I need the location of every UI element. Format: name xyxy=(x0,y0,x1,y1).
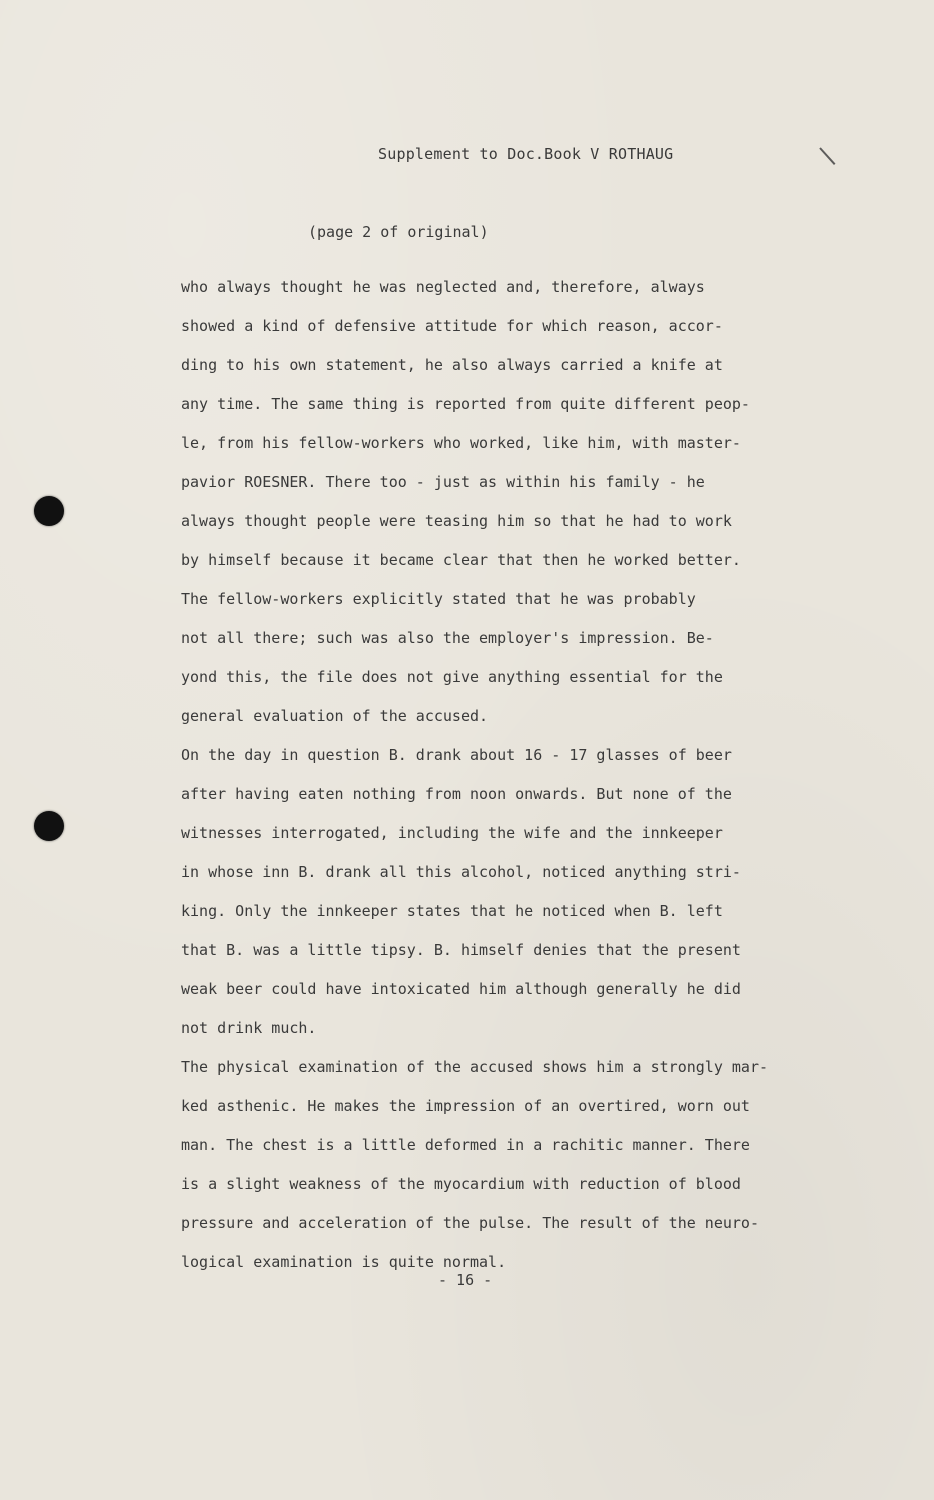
body-line: any time. The same thing is reported from quite different peop- xyxy=(181,395,750,413)
body-line: pressure and acceleration of the pulse. The result of the neuro- xyxy=(181,1214,759,1232)
pencil-mark xyxy=(819,147,835,165)
body-line: witnesses interrogated, including the wife and the innkeeper xyxy=(181,824,723,842)
body-line: general evaluation of the accused. xyxy=(181,707,489,725)
body-line: ding to his own statement, he also always carried a knife at xyxy=(181,356,723,374)
body-line: man. The chest is a little deformed in a rachitic manner. There xyxy=(181,1136,750,1154)
body-line: weak beer could have intoxicated him although generally he did xyxy=(181,980,741,998)
page-reference: (page 2 of original) xyxy=(308,223,489,241)
body-line: ked asthenic. He makes the impression of an overtired, worn out xyxy=(181,1097,750,1115)
punch-hole xyxy=(34,811,64,841)
punch-hole xyxy=(34,496,64,526)
body-line: yond this, the file does not give anything essential for the xyxy=(181,668,723,686)
body-line: by himself because it became clear that then he worked better. xyxy=(181,551,741,569)
body-line: not all there; such was also the employer's impression. Be- xyxy=(181,629,714,647)
body-line: that B. was a little tipsy. B. himself denies that the present xyxy=(181,941,741,959)
page-number: - 16 - xyxy=(438,1271,493,1289)
document-header: Supplement to Doc.Book V ROTHAUG xyxy=(378,145,674,163)
body-line: king. Only the innkeeper states that he noticed when B. left xyxy=(181,902,723,920)
body-line: is a slight weakness of the myocardium with reduction of blood xyxy=(181,1175,741,1193)
body-line: always thought people were teasing him so that he had to work xyxy=(181,512,732,530)
body-line: pavior ROESNER. There too - just as within his family - he xyxy=(181,473,705,491)
body-line: logical examination is quite normal. xyxy=(181,1253,507,1271)
body-line: after having eaten nothing from noon onwards. But none of the xyxy=(181,785,732,803)
body-line: who always thought he was neglected and, therefore, always xyxy=(181,278,705,296)
body-line: On the day in question B. drank about 16 - 17 glasses of beer xyxy=(181,746,732,764)
body-line: not drink much. xyxy=(181,1019,317,1037)
body-line: in whose inn B. drank all this alcohol, noticed anything stri- xyxy=(181,863,741,881)
body-line: The physical examination of the accused shows him a strongly mar- xyxy=(181,1058,768,1076)
body-line: showed a kind of defensive attitude for which reason, accor- xyxy=(181,317,723,335)
body-line: The fellow-workers explicitly stated that he was probably xyxy=(181,590,696,608)
body-line: le, from his fellow-workers who worked, like him, with master- xyxy=(181,434,741,452)
